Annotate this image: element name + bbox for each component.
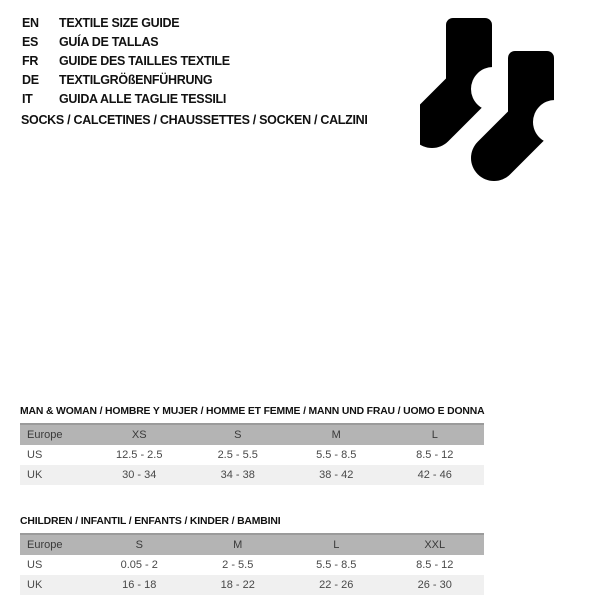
row-label: US bbox=[27, 559, 43, 571]
size-value: 2.5 - 5.5 bbox=[217, 449, 258, 461]
size-table-children bbox=[20, 533, 484, 595]
category-title: SOCKS / CALCETINES / CHAUSSETTES / SOCKEN / CALZINI bbox=[21, 113, 368, 127]
size-value: 8.5 - 12 bbox=[416, 449, 454, 461]
row-label: UK bbox=[27, 469, 43, 481]
language-label: GUIDE DES TAILLES TEXTILE bbox=[59, 53, 230, 68]
row-label: US bbox=[27, 449, 43, 461]
column-header-region: Europe bbox=[20, 424, 90, 445]
size-value: 5.5 - 8.5 bbox=[316, 559, 357, 571]
column-header-l: L bbox=[386, 424, 485, 445]
column-header-xxl: XXL bbox=[386, 534, 485, 555]
language-code: EN bbox=[22, 15, 39, 30]
language-code: DE bbox=[22, 72, 39, 87]
table-header-row bbox=[20, 534, 484, 555]
column-header-m: M bbox=[189, 534, 288, 555]
table-row-us bbox=[20, 445, 484, 465]
size-value: 12.5 - 2.5 bbox=[116, 449, 163, 461]
column-header-xs: XS bbox=[90, 424, 189, 445]
column-header-s: S bbox=[189, 424, 288, 445]
socks-icon bbox=[420, 12, 560, 184]
table-title-children: CHILDREN / INFANTIL / ENFANTS / KINDER / BAMBINI bbox=[20, 516, 281, 527]
table-row-uk bbox=[20, 465, 484, 485]
language-label: TEXTILE SIZE GUIDE bbox=[59, 15, 180, 30]
size-table-man-woman bbox=[20, 423, 484, 485]
table-title-man-woman: MAN & WOMAN / HOMBRE Y MUJER / HOMME ET FEMME / MANN UND FRAU / UOMO E DONNA bbox=[20, 406, 485, 417]
size-value: 34 - 38 bbox=[220, 469, 255, 481]
size-value: 26 - 30 bbox=[417, 579, 452, 591]
size-value: 42 - 46 bbox=[417, 469, 452, 481]
language-label: GUIDA ALLE TAGLIE TESSILI bbox=[59, 91, 227, 106]
language-row-en bbox=[22, 13, 230, 32]
size-value: 16 - 18 bbox=[122, 579, 157, 591]
table-row-uk bbox=[20, 575, 484, 595]
language-row-es bbox=[22, 32, 230, 51]
size-value: 2 - 5.5 bbox=[222, 559, 254, 571]
size-table-section-children bbox=[20, 516, 484, 595]
language-row-de bbox=[22, 70, 230, 89]
column-header-m: M bbox=[287, 424, 386, 445]
size-value: 38 - 42 bbox=[319, 469, 354, 481]
language-code: FR bbox=[22, 53, 39, 68]
language-row-it bbox=[22, 89, 230, 108]
size-value: 30 - 34 bbox=[122, 469, 157, 481]
size-value: 0.05 - 2 bbox=[120, 559, 158, 571]
language-label: GUÍA DE TALLAS bbox=[59, 34, 159, 49]
language-code: IT bbox=[22, 91, 33, 106]
size-table-section-man-woman bbox=[20, 406, 484, 485]
size-value: 5.5 - 8.5 bbox=[316, 449, 357, 461]
column-header-s: S bbox=[90, 534, 189, 555]
table-row-us bbox=[20, 555, 484, 575]
size-value: 18 - 22 bbox=[220, 579, 255, 591]
size-value: 22 - 26 bbox=[319, 579, 354, 591]
language-label: TEXTILGRÖßENFÜHRUNG bbox=[59, 72, 213, 87]
size-value: 8.5 - 12 bbox=[416, 559, 454, 571]
column-header-l: L bbox=[287, 534, 386, 555]
language-code: ES bbox=[22, 34, 39, 49]
table-header-row bbox=[20, 424, 484, 445]
language-list bbox=[22, 13, 230, 108]
column-header-region: Europe bbox=[20, 534, 90, 555]
row-label: UK bbox=[27, 579, 43, 591]
language-row-fr bbox=[22, 51, 230, 70]
